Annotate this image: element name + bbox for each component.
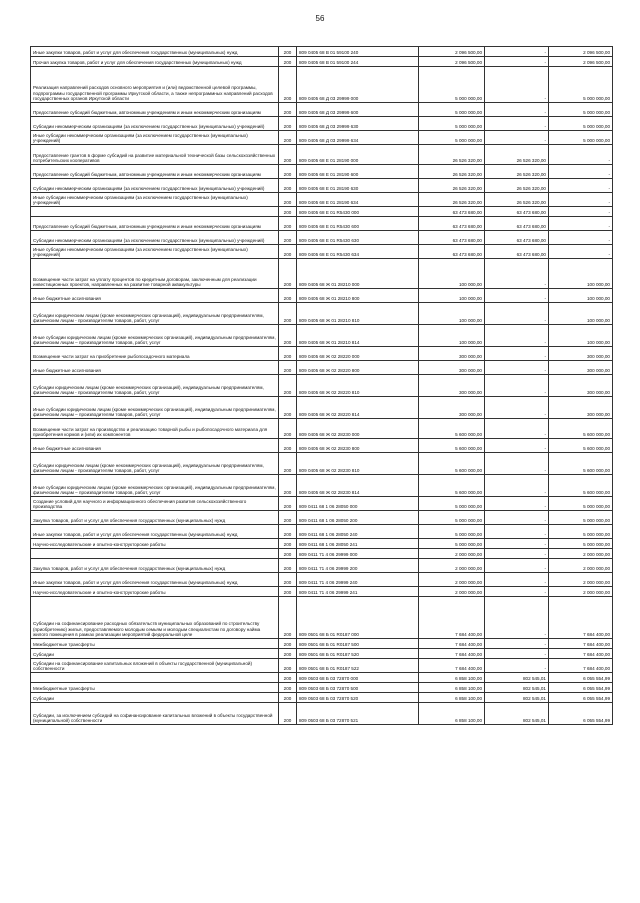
row-sum-b: 7 684 400,00	[549, 639, 613, 649]
row-code: 200	[279, 375, 297, 397]
row-total: 5 000 000,00	[419, 103, 485, 117]
row-name: Предоставление грантов в форме субсидий на развитие материальной технической базы сельскохозяйственных потребительских кооперативов	[31, 145, 279, 165]
table-row	[31, 259, 613, 289]
row-name: Иные субсидии юридическим лицам (кроме некоммерческих организаций), индивидуальным предпринимателям, физическим лицам – производителям товаров, работ, услуг	[31, 325, 279, 347]
row-total: 7 684 400,00	[419, 659, 485, 673]
row-kbk: 809 0501 68 Б 01 R0187 500	[297, 639, 419, 649]
row-sum-a: -	[485, 419, 549, 439]
row-sum-a: -	[485, 573, 549, 587]
row-name: Межбюджетные трансферты	[31, 639, 279, 649]
row-sum-b: 5 000 000,00	[549, 497, 613, 511]
row-name: Иные субсидии юридическим лицам (кроме некоммерческих организаций), индивидуальным предпринимателям, физическим лицам – производителям товаров, работ, услуг	[31, 397, 279, 419]
row-code: 200	[279, 673, 297, 683]
row-kbk: 809 0405 68 Е 01 R5430 600	[297, 217, 419, 231]
row-sum-b: 5 000 000,00	[549, 117, 613, 131]
row-code: 200	[279, 245, 297, 259]
table-row	[31, 67, 613, 103]
table-row	[31, 397, 613, 419]
row-kbk: 809 0503 68 Б 03 72870 520	[297, 693, 419, 703]
row-sum-b: 100 000,00	[549, 303, 613, 325]
table-row	[31, 511, 613, 525]
row-sum-b: 300 000,00	[549, 397, 613, 419]
row-total: 63 473 680,00	[419, 245, 485, 259]
row-name: Прочая закупка товаров, работ и услуг для обеспечения государственных (муниципальных) нужд	[31, 57, 279, 67]
row-sum-a: 802 545,01	[485, 683, 549, 693]
row-name: Субсидии на софинансирование капитальных вложений в объекты государственной (муниципальной) собственности	[31, 659, 279, 673]
row-sum-b: -	[549, 207, 613, 217]
row-sum-a: 63 473 680,00	[485, 245, 549, 259]
row-total: 300 000,00	[419, 375, 485, 397]
row-name: Создание условий для научного и информационного обеспечения развития сельскохозяйственного производства	[31, 497, 279, 511]
row-code: 200	[279, 325, 297, 347]
table-row	[31, 703, 613, 725]
row-sum-b: 5 600 000,00	[549, 419, 613, 439]
table-row	[31, 587, 613, 597]
row-total: 7 684 400,00	[419, 639, 485, 649]
row-total: 5 000 000,00	[419, 525, 485, 539]
row-kbk: 809 0405 68 Ж 02 28220 000	[297, 347, 419, 361]
row-kbk: 809 0405 68 Ж 02 28230 800	[297, 439, 419, 453]
row-kbk: 809 0503 68 Б 03 72870 521	[297, 703, 419, 725]
row-sum-b: 5 000 000,00	[549, 525, 613, 539]
row-sum-b: 100 000,00	[549, 325, 613, 347]
row-sum-a: -	[485, 375, 549, 397]
table-row	[31, 649, 613, 659]
row-name: Научно-исследовательские и опытно-конструкторские работы	[31, 539, 279, 549]
row-kbk: 809 0411 71 4 06 29999 241	[297, 587, 419, 597]
page-number: 56	[315, 14, 325, 23]
row-sum-b: 6 055 554,99	[549, 673, 613, 683]
row-name	[31, 549, 279, 559]
row-code: 200	[279, 439, 297, 453]
row-sum-a: 802 545,01	[485, 693, 549, 703]
row-kbk: 809 0501 68 Б 01 R0187 000	[297, 597, 419, 639]
row-kbk: 809 0405 68 Е 01 R5430 630	[297, 231, 419, 245]
row-code: 200	[279, 639, 297, 649]
row-code: 200	[279, 539, 297, 549]
table-row	[31, 497, 613, 511]
table-row	[31, 231, 613, 245]
row-name: Закупка товаров, работ и услуг для обеспечения государственных (муниципальных) нужд	[31, 511, 279, 525]
row-kbk: 809 0411 68 1 06 28050 000	[297, 497, 419, 511]
row-total: 100 000,00	[419, 289, 485, 303]
row-sum-b: 5 600 000,00	[549, 475, 613, 497]
row-total: 7 684 400,00	[419, 597, 485, 639]
row-kbk: 809 0411 68 1 06 28050 200	[297, 511, 419, 525]
row-name: Иные бюджетные ассигнования	[31, 289, 279, 303]
row-sum-a: -	[485, 497, 549, 511]
row-total: 6 858 100,00	[419, 693, 485, 703]
row-sum-a: -	[485, 259, 549, 289]
row-kbk: 809 0405 68 Е 01 R5430 000	[297, 207, 419, 217]
row-code: 200	[279, 683, 297, 693]
table-row	[31, 375, 613, 397]
row-name: Субсидии юридическим лицам (кроме некоммерческих организаций), индивидуальным предпринимателям, физическим лицам - производителям товаров, работ, услуг	[31, 375, 279, 397]
row-total: 2 096 500,00	[419, 47, 485, 57]
row-name: Межбюджетные трансферты	[31, 683, 279, 693]
row-kbk: 809 0501 68 Б 01 R0187 522	[297, 659, 419, 673]
row-sum-a: -	[485, 131, 549, 145]
row-name: Иные субсидии некоммерческим организациям (за исключением государственных (муниципальных) учреждений)	[31, 193, 279, 207]
row-sum-b: 5 600 000,00	[549, 439, 613, 453]
table-row	[31, 559, 613, 573]
row-code: 200	[279, 703, 297, 725]
row-sum-a: -	[485, 639, 549, 649]
row-total: 26 526 320,00	[419, 193, 485, 207]
table-row	[31, 573, 613, 587]
table-row	[31, 117, 613, 131]
row-total: 2 000 000,00	[419, 549, 485, 559]
row-sum-a: -	[485, 103, 549, 117]
row-name: Субсидии юридическим лицам (кроме некоммерческих организаций), индивидуальным предпринимателям, физическим лицам - производителям товаров, работ, услуг	[31, 453, 279, 475]
row-sum-b: -	[549, 179, 613, 193]
row-total: 26 526 320,00	[419, 165, 485, 179]
row-name: Возмещение части затрат на уплату процентов по кредитным договорам, заключенным для реализации инвестиционных проектов, направленных на развитие товарной аквакультуры	[31, 259, 279, 289]
row-total: 100 000,00	[419, 325, 485, 347]
row-kbk: 809 0405 68 Е 01 R5430 634	[297, 245, 419, 259]
row-sum-b: 5 000 000,00	[549, 131, 613, 145]
row-kbk: 809 0411 68 1 06 28050 240	[297, 525, 419, 539]
row-total: 5 000 000,00	[419, 67, 485, 103]
row-name: Предоставление субсидий бюджетным, автономным учреждениям и иным некоммерческим организациям	[31, 103, 279, 117]
row-kbk: 809 0405 68 В 01 59100 240	[297, 47, 419, 57]
row-sum-a: 63 473 680,00	[485, 231, 549, 245]
table-row	[31, 453, 613, 475]
table-row	[31, 439, 613, 453]
row-code: 200	[279, 165, 297, 179]
row-kbk: 809 0501 68 Б 01 R0187 520	[297, 649, 419, 659]
row-name: Субсидии юридическим лицам (кроме некоммерческих организаций), индивидуальным предпринимателям, физическим лицам - производителям товаров, работ, услуг	[31, 303, 279, 325]
row-kbk: 809 0405 68 В 01 59100 244	[297, 57, 419, 67]
row-sum-a: -	[485, 559, 549, 573]
row-total: 26 526 320,00	[419, 179, 485, 193]
row-total: 2 000 000,00	[419, 573, 485, 587]
row-kbk: 809 0405 68 Ж 02 28230 000	[297, 419, 419, 439]
row-kbk: 809 0405 68 Е 01 28190 634	[297, 193, 419, 207]
row-kbk: 809 0405 68 Д 03 29999 000	[297, 67, 419, 103]
row-name: Иные бюджетные ассигнования	[31, 439, 279, 453]
row-sum-a: 63 473 680,00	[485, 217, 549, 231]
row-sum-b: -	[549, 231, 613, 245]
row-sum-b: -	[549, 193, 613, 207]
row-sum-b: 2 000 000,00	[549, 559, 613, 573]
row-sum-a: -	[485, 289, 549, 303]
row-code: 200	[279, 475, 297, 497]
table-row	[31, 475, 613, 497]
table-row	[31, 179, 613, 193]
row-code: 200	[279, 231, 297, 245]
row-total: 5 600 000,00	[419, 419, 485, 439]
table-row	[31, 57, 613, 67]
row-sum-b: 300 000,00	[549, 361, 613, 375]
table-row	[31, 673, 613, 683]
row-name: Возмещение части затрат на производство и реализацию товарной рыбы и рыбопосадочного материала для приобретения кормов и (или) их компонентов	[31, 419, 279, 439]
row-code: 200	[279, 117, 297, 131]
row-code: 200	[279, 559, 297, 573]
row-name: Иные закупки товаров, работ и услуг для обеспечения государственных (муниципальных) нужд	[31, 573, 279, 587]
row-code: 200	[279, 419, 297, 439]
row-kbk: 809 0411 71 4 06 29999 200	[297, 559, 419, 573]
row-sum-b: 7 684 400,00	[549, 659, 613, 673]
row-kbk: 809 0405 68 Д 03 29999 634	[297, 131, 419, 145]
row-total: 5 000 000,00	[419, 539, 485, 549]
row-sum-a: -	[485, 303, 549, 325]
row-kbk: 809 0503 68 Б 03 72870 500	[297, 683, 419, 693]
row-name: Возмещение части затрат на приобретение рыбопосадочного материала	[31, 347, 279, 361]
row-sum-b: 300 000,00	[549, 347, 613, 361]
table-row	[31, 525, 613, 539]
row-sum-a: -	[485, 511, 549, 525]
budget-table	[30, 46, 613, 725]
row-sum-b: 5 000 000,00	[549, 103, 613, 117]
table-row	[31, 683, 613, 693]
row-code: 200	[279, 511, 297, 525]
row-sum-a: -	[485, 117, 549, 131]
row-kbk: 809 0405 68 Д 03 29999 630	[297, 117, 419, 131]
table-row	[31, 539, 613, 549]
row-name: Иные субсидии некоммерческим организациям (за исключением государственных (муниципальных) учреждений)	[31, 245, 279, 259]
row-sum-b: 7 684 400,00	[549, 597, 613, 639]
row-code: 200	[279, 549, 297, 559]
row-sum-b: -	[549, 145, 613, 165]
row-sum-a: -	[485, 347, 549, 361]
row-code: 200	[279, 67, 297, 103]
row-sum-a: 63 473 680,00	[485, 207, 549, 217]
row-name: Иные субсидии юридическим лицам (кроме некоммерческих организаций), индивидуальным предпринимателям, физическим лицам – производителям товаров, работ, услуг	[31, 475, 279, 497]
table-row	[31, 245, 613, 259]
row-sum-a: -	[485, 659, 549, 673]
row-code: 200	[279, 131, 297, 145]
row-total: 5 600 000,00	[419, 475, 485, 497]
row-total: 300 000,00	[419, 397, 485, 419]
row-sum-b: -	[549, 245, 613, 259]
row-code: 200	[279, 397, 297, 419]
row-name	[31, 673, 279, 683]
row-code: 200	[279, 289, 297, 303]
row-sum-b: 2 096 500,00	[549, 57, 613, 67]
table-row	[31, 217, 613, 231]
row-sum-a: -	[485, 475, 549, 497]
row-code: 200	[279, 145, 297, 165]
row-total: 5 000 000,00	[419, 131, 485, 145]
row-sum-a: -	[485, 57, 549, 67]
table-row	[31, 325, 613, 347]
row-kbk: 809 0405 68 Ж 02 28230 814	[297, 475, 419, 497]
row-name	[31, 207, 279, 217]
row-kbk: 809 0411 71 4 06 29999 000	[297, 549, 419, 559]
table-row	[31, 289, 613, 303]
row-sum-a: 802 545,01	[485, 703, 549, 725]
table-row	[31, 303, 613, 325]
row-code: 200	[279, 47, 297, 57]
row-sum-b: 6 055 554,99	[549, 703, 613, 725]
table-row	[31, 597, 613, 639]
row-code: 200	[279, 217, 297, 231]
row-code: 200	[279, 587, 297, 597]
table-row	[31, 131, 613, 145]
row-code: 200	[279, 597, 297, 639]
row-total: 63 473 680,00	[419, 217, 485, 231]
row-name: Предоставление субсидий бюджетным, автономным учреждениям и иным некоммерческим организациям	[31, 165, 279, 179]
row-sum-a: -	[485, 67, 549, 103]
row-kbk: 809 0405 68 Ж 01 28210 800	[297, 289, 419, 303]
row-sum-a: -	[485, 361, 549, 375]
row-sum-a: -	[485, 539, 549, 549]
row-sum-b: 100 000,00	[549, 259, 613, 289]
row-total: 100 000,00	[419, 259, 485, 289]
row-kbk: 809 0503 68 Б 03 72870 000	[297, 673, 419, 683]
row-total: 63 473 680,00	[419, 207, 485, 217]
row-sum-b: 6 055 554,99	[549, 683, 613, 693]
row-sum-b: 5 000 000,00	[549, 539, 613, 549]
row-total: 2 096 500,00	[419, 57, 485, 67]
row-total: 5 000 000,00	[419, 511, 485, 525]
row-code: 200	[279, 649, 297, 659]
table-row	[31, 361, 613, 375]
row-kbk: 809 0405 68 Е 01 28190 000	[297, 145, 419, 165]
row-name: Предоставление субсидий бюджетным, автономным учреждениям и иным некоммерческим организациям	[31, 217, 279, 231]
row-sum-a: -	[485, 47, 549, 57]
row-total: 5 000 000,00	[419, 117, 485, 131]
row-name: Субсидии некоммерческим организациям (за исключением государственных (муниципальных) учреждений)	[31, 231, 279, 245]
row-total: 6 858 100,00	[419, 673, 485, 683]
row-code: 200	[279, 179, 297, 193]
row-sum-a: 26 526 320,00	[485, 165, 549, 179]
row-sum-b: 5 600 000,00	[549, 453, 613, 475]
row-total: 5 600 000,00	[419, 453, 485, 475]
table-row	[31, 47, 613, 57]
row-name: Закупка товаров, работ и услуг для обеспечения государственных (муниципальных) нужд	[31, 559, 279, 573]
row-code: 200	[279, 361, 297, 375]
row-name: Научно-исследовательские и опытно-конструкторские работы	[31, 587, 279, 597]
row-kbk: 809 0411 68 1 06 28050 241	[297, 539, 419, 549]
table-row	[31, 347, 613, 361]
row-name: Иные закупки товаров, работ и услуг для обеспечения государственных (муниципальных) нужд	[31, 47, 279, 57]
table-row	[31, 693, 613, 703]
row-name: Субсидии	[31, 693, 279, 703]
row-code: 200	[279, 525, 297, 539]
row-code: 200	[279, 497, 297, 511]
row-kbk: 809 0405 68 Е 01 28190 600	[297, 165, 419, 179]
row-total: 6 858 100,00	[419, 683, 485, 693]
row-total: 7 684 400,00	[419, 649, 485, 659]
row-code: 200	[279, 453, 297, 475]
row-sum-b: 2 000 000,00	[549, 549, 613, 559]
row-code: 200	[279, 207, 297, 217]
table-row	[31, 165, 613, 179]
row-sum-a: -	[485, 597, 549, 639]
row-sum-a: -	[485, 525, 549, 539]
row-kbk: 809 0405 68 Ж 01 28210 000	[297, 259, 419, 289]
row-kbk: 809 0405 68 Ж 02 28220 810	[297, 375, 419, 397]
row-sum-a: 26 526 320,00	[485, 193, 549, 207]
row-total: 300 000,00	[419, 361, 485, 375]
row-total: 5 600 000,00	[419, 439, 485, 453]
row-sum-a: -	[485, 587, 549, 597]
row-name: Субсидии, за исключением субсидий на софинансирование капитальных вложений в объекты государственной (муниципальной) собственности	[31, 703, 279, 725]
row-code: 200	[279, 193, 297, 207]
row-code: 200	[279, 659, 297, 673]
row-sum-a: -	[485, 439, 549, 453]
row-code: 200	[279, 57, 297, 67]
row-sum-a: -	[485, 453, 549, 475]
row-name: Субсидии	[31, 649, 279, 659]
row-kbk: 809 0405 68 Ж 02 28230 810	[297, 453, 419, 475]
row-code: 200	[279, 259, 297, 289]
row-sum-b: 2 096 500,00	[549, 47, 613, 57]
table-row	[31, 103, 613, 117]
row-kbk: 809 0405 68 Ж 02 28220 800	[297, 361, 419, 375]
table-row	[31, 549, 613, 559]
row-sum-b: 6 055 554,99	[549, 693, 613, 703]
row-kbk: 809 0405 68 Д 03 29999 600	[297, 103, 419, 117]
row-sum-b: 100 000,00	[549, 289, 613, 303]
row-name: Субсидии некоммерческим организациям (за исключением государственных (муниципальных) учреждений)	[31, 179, 279, 193]
row-name: Иные закупки товаров, работ и услуг для обеспечения государственных (муниципальных) нужд	[31, 525, 279, 539]
row-total: 6 858 100,00	[419, 703, 485, 725]
row-kbk: 809 0405 68 Ж 02 28220 814	[297, 397, 419, 419]
row-code: 200	[279, 573, 297, 587]
row-sum-a: 802 545,01	[485, 673, 549, 683]
row-total: 63 473 680,00	[419, 231, 485, 245]
row-sum-b: 300 000,00	[549, 375, 613, 397]
row-sum-a: -	[485, 549, 549, 559]
table-row	[31, 639, 613, 649]
row-name: Иные субсидии некоммерческим организациям (за исключением государственных (муниципальных) учреждений)	[31, 131, 279, 145]
row-sum-b: 2 000 000,00	[549, 587, 613, 597]
row-code: 200	[279, 303, 297, 325]
row-total: 100 000,00	[419, 303, 485, 325]
row-sum-a: 26 526 320,00	[485, 145, 549, 165]
row-total: 2 000 000,00	[419, 587, 485, 597]
table-row	[31, 145, 613, 165]
row-name: Реализация направлений расходов основного мероприятия и (или) ведомственной целевой программы, подпрограммы государственной программы Иркутской области, а также непрограммных направлений расходов государственных органов Иркутской области	[31, 67, 279, 103]
row-kbk: 809 0405 68 Е 01 28190 630	[297, 179, 419, 193]
row-sum-b: 7 684 400,00	[549, 649, 613, 659]
row-sum-a: -	[485, 325, 549, 347]
row-total: 26 526 320,00	[419, 145, 485, 165]
row-sum-a: -	[485, 397, 549, 419]
row-sum-b: 2 000 000,00	[549, 573, 613, 587]
row-sum-b: -	[549, 217, 613, 231]
row-code: 200	[279, 693, 297, 703]
row-sum-a: -	[485, 649, 549, 659]
row-name: Субсидии на софинансирование расходных обязательств муниципальных образований по строительству (приобретению) жилья, предоставляемого молодым семьям и молодым специалистам по договору найма жилого помещения в рамках реализации мероприятий федеральной целе	[31, 597, 279, 639]
table-row	[31, 193, 613, 207]
row-kbk: 809 0405 68 Ж 01 28210 814	[297, 325, 419, 347]
row-total: 2 000 000,00	[419, 559, 485, 573]
row-sum-b: 5 000 000,00	[549, 67, 613, 103]
row-total: 5 000 000,00	[419, 497, 485, 511]
row-name: Иные бюджетные ассигнования	[31, 361, 279, 375]
row-sum-b: -	[549, 165, 613, 179]
row-sum-a: 26 526 320,00	[485, 179, 549, 193]
table-row	[31, 419, 613, 439]
table-row	[31, 659, 613, 673]
row-sum-b: 5 000 000,00	[549, 511, 613, 525]
row-kbk: 809 0405 68 Ж 01 28210 810	[297, 303, 419, 325]
table-row	[31, 207, 613, 217]
row-kbk: 809 0411 71 4 06 29999 240	[297, 573, 419, 587]
row-code: 200	[279, 103, 297, 117]
row-code: 200	[279, 347, 297, 361]
row-name: Субсидии некоммерческим организациям (за исключением государственных (муниципальных) учреждений)	[31, 117, 279, 131]
row-total: 300 000,00	[419, 347, 485, 361]
